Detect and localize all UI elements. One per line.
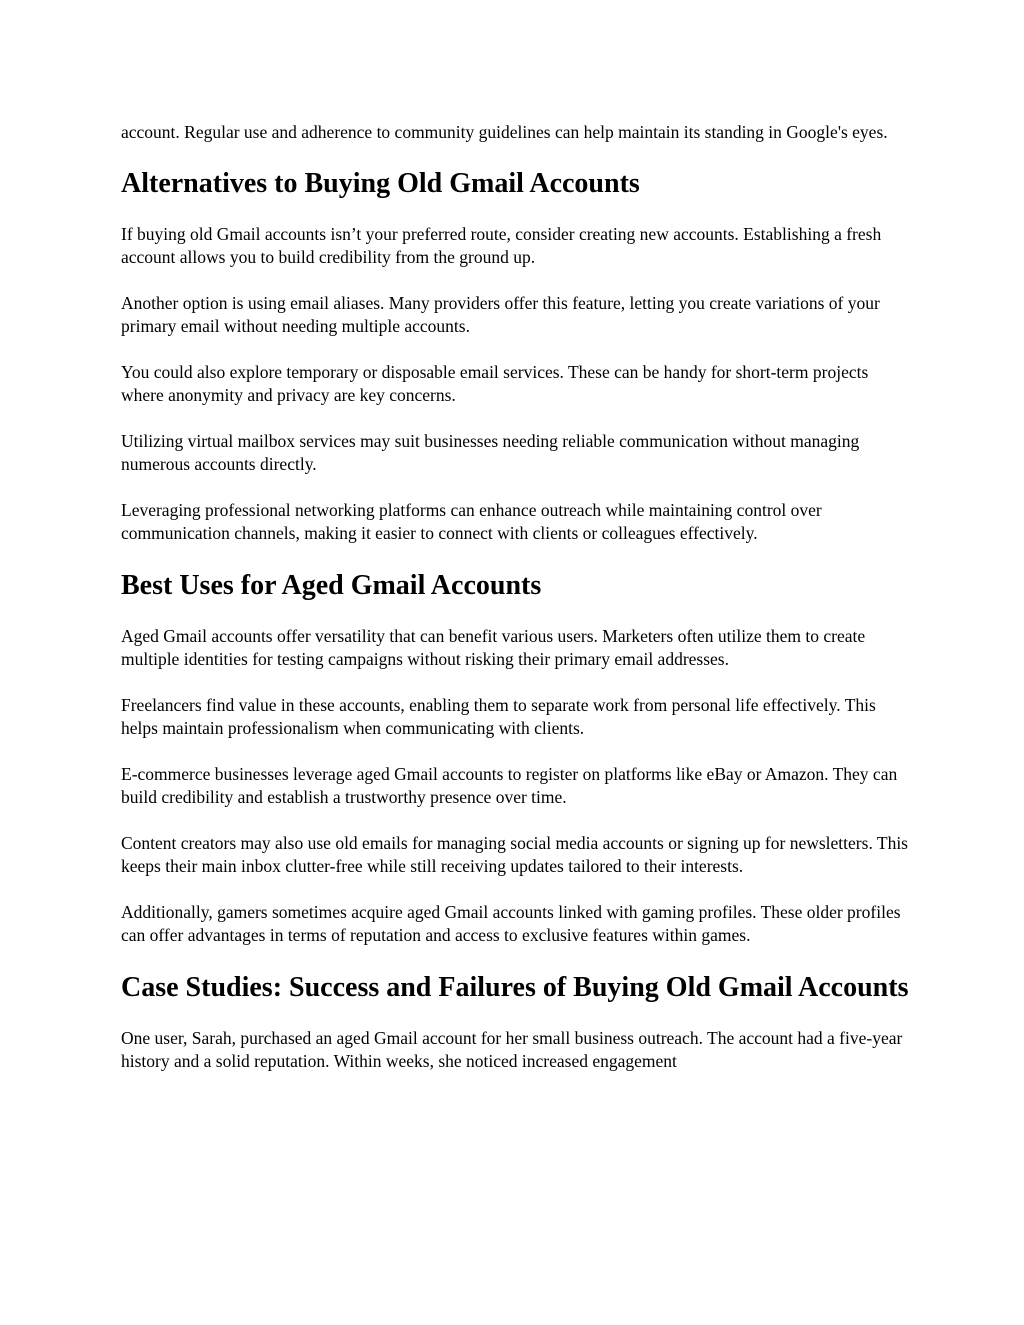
paragraph: Utilizing virtual mailbox services may suit businesses needing reliable communication without managing numerous accounts directly. — [121, 431, 860, 474]
paragraph: Aged Gmail accounts offer versatility that can benefit various users. Marketers often utilize them to create multiple identities for testing campaigns without risking their primary email addresses. — [121, 626, 866, 669]
section-heading-best-uses: Best Uses for Aged Gmail Accounts — [121, 570, 542, 601]
paragraph: If buying old Gmail accounts isn’t your preferred route, consider creating new accounts. Establishing a fresh account allows you to build credibility from the ground up. — [121, 224, 882, 267]
paragraph: One user, Sarah, purchased an aged Gmail account for her small business outreach. The account had a five-year history and a solid reputation. Within weeks, she noticed increased engagement — [121, 1028, 903, 1071]
section-heading-case-studies: Case Studies: Success and Failures of Buying Old Gmail Accounts — [121, 972, 909, 1003]
paragraph: Freelancers find value in these accounts, enabling them to separate work from personal life effectively. This helps maintain professionalism when communicating with clients. — [121, 695, 876, 738]
paragraph: E-commerce businesses leverage aged Gmail accounts to register on platforms like eBay or Amazon. They can build credibility and establish a trustworthy presence over time. — [121, 764, 898, 807]
paragraph: Another option is using email aliases. Many providers offer this feature, letting you create variations of your primary email without needing multiple accounts. — [121, 293, 880, 336]
intro-paragraph: account. Regular use and adherence to community guidelines can help maintain its standing in Google's eyes. — [121, 122, 888, 142]
paragraph: Additionally, gamers sometimes acquire aged Gmail accounts linked with gaming profiles. These older profiles can offer advantages in terms of reputation and access to exclusive features within games. — [121, 902, 901, 945]
document-page — [121, 121, 911, 1096]
section-heading-alternatives: Alternatives to Buying Old Gmail Accounts — [121, 168, 640, 199]
paragraph: You could also explore temporary or disposable email services. These can be handy for short-term projects where anonymity and privacy are key concerns. — [121, 362, 869, 405]
paragraph: Content creators may also use old emails for managing social media accounts or signing up for newsletters. This keeps their main inbox clutter-free while still receiving updates tailored to their interests. — [121, 833, 908, 876]
paragraph: Leveraging professional networking platforms can enhance outreach while maintaining control over communication channels, making it easier to connect with clients or colleagues effectively. — [121, 500, 822, 543]
